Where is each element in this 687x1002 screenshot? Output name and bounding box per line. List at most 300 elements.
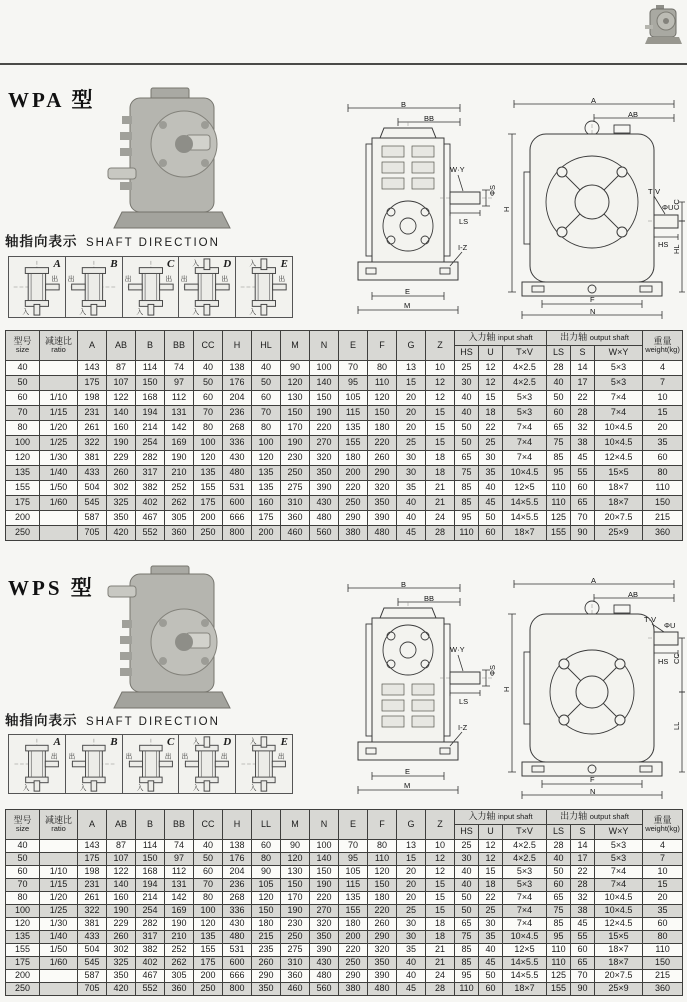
table-cell: 105 [252,879,281,892]
table-cell: 320 [310,451,339,466]
table-cell: 336 [223,436,252,451]
table-cell: 60 [479,983,503,996]
table-cell: 231 [78,879,107,892]
table-cell: 25 [455,361,479,376]
table-cell: 85 [455,481,479,496]
table-cell: 4 [643,361,683,376]
table-cell: 110 [455,526,479,541]
table-cell [40,840,78,853]
table-cell: 25 [455,840,479,853]
table-cell: 142 [165,892,194,905]
table-row [6,451,683,466]
table-cell: 40 [397,496,426,511]
table-cell: 198 [78,391,107,406]
table-cell: 402 [136,957,165,970]
table-cell: 135 [339,421,368,436]
table-cell: 80 [368,361,397,376]
table-cell: 180 [339,451,368,466]
table-cell: 70 [6,879,40,892]
table-cell: 50 [479,970,503,983]
header-output-shaft: 出力轴 output shaft [547,810,643,825]
shaft-direction-cn: 轴指向表示 [5,234,78,249]
table-cell: 282 [136,918,165,931]
variant-letter: D [223,258,232,270]
table-cell: 10 [643,866,683,879]
table-cell: 260 [107,466,136,481]
shaft-direction-en: SHAFT DIRECTION [85,716,220,728]
table-cell: 60 [194,391,223,406]
table-cell: 45 [571,918,595,931]
table-cell: 28 [571,879,595,892]
table-cell: 600 [223,496,252,511]
table-cell: 175 [78,853,107,866]
table-cell: 120 [252,451,281,466]
table-cell: 74 [165,840,194,853]
svg-text:出: 出 [181,276,188,284]
table-cell: 80 [643,931,683,944]
table-cell: 194 [136,879,165,892]
table-cell: 587 [78,970,107,983]
svg-text:ΦU: ΦU [664,621,676,630]
header-ratio: 减速比 ratio [40,810,78,840]
table-cell: 290 [252,970,281,983]
table-cell: 800 [223,526,252,541]
table-cell: 250 [281,931,310,944]
table-cell: 1/60 [40,957,78,970]
table-cell: 7 [643,853,683,866]
table-cell: 460 [281,526,310,541]
table-cell: 420 [107,526,136,541]
table-cell: 60 [252,391,281,406]
header-input-sub: HS [455,825,479,840]
table-cell: 50 [455,436,479,451]
table-cell: 40 [397,957,426,970]
table-cell: 200 [6,511,40,526]
svg-text:出: 出 [50,753,58,761]
table-cell: 12×5 [503,944,547,957]
table-cell: 390 [368,511,397,526]
header-dim: F [368,331,397,361]
table-cell: 168 [136,866,165,879]
table-cell: 1/50 [40,481,78,496]
table-cell: 25 [479,436,503,451]
table-cell: 50 [252,376,281,391]
table-cell: 5×3 [595,376,643,391]
table-row [6,481,683,496]
table-cell: 65 [571,957,595,970]
table-cell: 155 [6,944,40,957]
variant-letter: C [167,258,175,270]
svg-text:B: B [401,580,407,589]
table-cell: 1/60 [40,496,78,511]
svg-text:M: M [404,301,411,310]
table-cell: 220 [368,436,397,451]
table-cell: 140 [310,853,339,866]
table-cell: 310 [281,957,310,970]
variant-letter: E [280,258,288,270]
table-cell: 381 [78,918,107,931]
table-cell: 20 [643,892,683,905]
wpa-dimension-table [5,330,683,541]
table-cell: 138 [223,840,252,853]
table-row [6,526,683,541]
table-cell: 18 [479,406,503,421]
header-dim: H [223,810,252,840]
table-cell: 10 [426,840,455,853]
wps-side-view-drawing [340,580,498,798]
table-cell: 120 [368,391,397,406]
table-cell: 262 [165,957,194,970]
table-cell: 12 [426,376,455,391]
table-cell: 142 [165,421,194,436]
svg-text:LL: LL [672,721,681,730]
table-cell: 135 [339,892,368,905]
table-cell: 21 [426,481,455,496]
table-cell: 5×3 [595,840,643,853]
table-cell: 5×3 [503,866,547,879]
header-weight: 重量 weight(kg) [643,810,683,840]
table-cell: 30 [397,931,426,944]
table-cell: 360 [165,526,194,541]
table-cell: 100 [194,436,223,451]
svg-text:ΦS: ΦS [488,185,497,196]
header-ratio: 减速比 ratio [40,331,78,361]
table-cell: 28 [426,526,455,541]
svg-text:M: M [404,781,411,790]
header-output-sub: S [571,346,595,361]
table-cell: 12 [479,853,503,866]
table-cell: 122 [107,866,136,879]
table-cell: 350 [107,511,136,526]
table-cell: 194 [136,406,165,421]
table-cell: 12 [479,376,503,391]
table-cell: 260 [368,918,397,931]
table-cell: 70 [339,361,368,376]
header-output-sub: W×Y [595,346,643,361]
table-cell: 70 [571,970,595,983]
table-cell: 24 [426,511,455,526]
table-cell: 360 [281,511,310,526]
table-cell: 170 [281,892,310,905]
table-cell: 150 [252,905,281,918]
table-cell: 140 [107,406,136,421]
table-cell: 229 [107,451,136,466]
variant-letter: D [223,736,232,748]
table-cell: 150 [643,957,683,970]
header-dim: AB [107,810,136,840]
table-cell: 320 [368,481,397,496]
table-cell: 18×7 [503,526,547,541]
table-cell: 1/20 [40,421,78,436]
table-row [6,436,683,451]
table-cell [40,361,78,376]
table-cell: 20 [397,866,426,879]
table-cell: 97 [165,376,194,391]
table-cell: 666 [223,970,252,983]
svg-text:入: 入 [22,785,30,793]
table-cell: 200 [339,931,368,944]
svg-text:入: 入 [192,309,200,317]
table-row [6,376,683,391]
table-cell: 430 [310,957,339,970]
table-cell: 12 [479,840,503,853]
table-cell: 125 [547,970,571,983]
header-output-sub: LS [547,825,571,840]
table-cell: 138 [223,361,252,376]
table-cell: 110 [455,983,479,996]
header-dim: M [281,810,310,840]
table-cell: 50 [6,376,40,391]
table-cell: 1/50 [40,944,78,957]
table-cell: 262 [165,496,194,511]
table-cell: 170 [281,421,310,436]
table-cell: 360 [281,970,310,983]
shaft-direction-variant-a [9,735,66,793]
table-cell: 18 [426,451,455,466]
header-dim: N [310,331,339,361]
table-cell: 250 [6,526,40,541]
table-cell: 200 [194,970,223,983]
table-cell: 260 [107,931,136,944]
table-cell: 220 [310,421,339,436]
header-dim: A [78,331,107,361]
table-cell: 430 [310,496,339,511]
table-cell [40,511,78,526]
header-input-sub: U [479,346,503,361]
table-cell: 14×5.5 [503,957,547,970]
svg-text:出: 出 [221,276,229,284]
table-cell: 45 [479,957,503,970]
table-cell: 110 [547,944,571,957]
svg-text:入: 入 [250,738,257,746]
table-cell: 40 [6,840,40,853]
shaft-direction-variant-b [66,257,123,317]
header-dim: A [78,810,107,840]
table-cell: 45 [571,451,595,466]
table-cell: 310 [281,496,310,511]
svg-text:出: 出 [51,276,59,284]
table-cell: 30 [479,451,503,466]
table-cell: 190 [310,879,339,892]
table-row [6,931,683,944]
table-cell: 70 [339,840,368,853]
table-cell: 70 [571,511,595,526]
table-cell: 10×4.5 [595,892,643,905]
table-cell: 12×4.5 [595,451,643,466]
header-dim: M [281,331,310,361]
table-cell: 250 [281,466,310,481]
table-cell: 1/20 [40,892,78,905]
header-input-sub: U [479,825,503,840]
table-cell: 1/10 [40,391,78,406]
wps-product-photo [106,560,238,722]
header-dim: AB [107,331,136,361]
table-cell: 60 [643,918,683,931]
table-cell: 143 [78,840,107,853]
table-cell: 350 [368,496,397,511]
table-cell: 168 [136,391,165,406]
shaft-direction-variant-d [179,257,236,317]
header-dim: CC [194,331,223,361]
table-cell: 90 [281,361,310,376]
table-row [6,957,683,970]
table-cell: 135 [194,931,223,944]
table-cell: 21 [426,496,455,511]
table-cell: 190 [310,406,339,421]
table-cell: 12 [426,391,455,406]
table-cell: 190 [107,905,136,918]
table-cell: 143 [78,361,107,376]
svg-text:A: A [591,96,597,105]
svg-text:出: 出 [125,753,132,761]
table-cell: 114 [136,361,165,376]
table-cell: 60 [194,866,223,879]
svg-text:E: E [405,287,411,296]
shaft-direction-icon: 出出入入 [124,260,172,317]
table-cell: 97 [165,853,194,866]
table-cell: 135 [6,931,40,944]
table-cell: 175 [78,376,107,391]
table-cell: 15 [643,406,683,421]
table-cell: 4×2.5 [503,853,547,866]
table-cell: 322 [78,436,107,451]
table-cell: 30 [397,918,426,931]
header-dim: Z [426,331,455,361]
svg-text:入: 入 [250,785,257,793]
table-cell: 360 [165,983,194,996]
table-cell: 268 [223,892,252,905]
table-cell: 275 [281,944,310,957]
svg-text:ΦU: ΦU [662,203,674,212]
table-cell: 5×3 [503,406,547,421]
table-cell: 150 [310,866,339,879]
table-cell: 254 [136,436,165,451]
table-cell: 5×3 [595,361,643,376]
table-cell: 22 [571,866,595,879]
wpa-front-view-drawing [502,96,686,320]
table-cell: 50 [479,511,503,526]
table-cell: 50 [194,853,223,866]
shaft-direction-variant-c [123,257,180,317]
header-dim: B [136,810,165,840]
svg-text:W·Y: W·Y [450,165,465,174]
table-cell: 35 [479,931,503,944]
table-cell: 50 [6,853,40,866]
table-cell: 5×3 [503,879,547,892]
svg-text:HL: HL [672,244,681,254]
table-cell: 130 [281,866,310,879]
table-cell: 381 [78,451,107,466]
table-cell: 20×7.5 [595,511,643,526]
table-cell: 50 [455,421,479,436]
table-cell: 18×7 [503,983,547,996]
table-cell: 40 [479,944,503,957]
svg-text:ΦS: ΦS [488,665,497,676]
table-cell: 85 [455,957,479,970]
table-cell: 40 [547,376,571,391]
table-cell [40,970,78,983]
table-cell [40,853,78,866]
table-cell: 75 [455,466,479,481]
table-cell: 20 [397,406,426,421]
table-cell: 15 [397,853,426,866]
table-cell [40,983,78,996]
svg-text:出: 出 [221,753,228,761]
table-cell: 45 [397,983,426,996]
shaft-direction-variant-a [9,257,66,317]
header-dim: H [223,331,252,361]
table-cell: 210 [165,931,194,944]
table-cell: 10 [643,391,683,406]
table-cell: 87 [107,840,136,853]
table-cell: 322 [78,905,107,918]
header-dim: HL [252,331,281,361]
svg-text:出: 出 [67,276,75,284]
top-rule [0,63,687,65]
table-cell: 7×4 [595,879,643,892]
table-cell: 100 [310,361,339,376]
wps-shaft-direction-label [5,709,220,730]
table-cell: 290 [339,511,368,526]
table-cell: 190 [107,436,136,451]
table-cell: 50 [547,866,571,879]
table-cell [40,376,78,391]
svg-text:A: A [591,576,597,585]
table-cell: 1/25 [40,905,78,918]
table-cell: 220 [339,944,368,957]
table-cell: 75 [547,905,571,918]
table-cell: 18 [426,918,455,931]
table-cell: 402 [136,496,165,511]
table-cell: 504 [78,481,107,496]
table-cell: 160 [107,421,136,436]
table-cell: 35 [479,466,503,481]
table-cell: 17 [571,853,595,866]
header-size: 型号 size [6,810,40,840]
svg-text:出: 出 [165,276,172,284]
table-cell: 32 [571,421,595,436]
table-cell: 60 [547,406,571,421]
table-cell [40,526,78,541]
table-cell: 1/40 [40,931,78,944]
table-cell: 35 [643,436,683,451]
table-cell: 4×2.5 [503,840,547,853]
table-cell: 180 [368,892,397,905]
table-cell: 480 [310,511,339,526]
shaft-direction-en: SHAFT DIRECTION [85,237,220,249]
svg-text:HS: HS [658,657,669,666]
table-cell: 50 [547,391,571,406]
table-cell: 30 [455,376,479,391]
table-cell: 18 [426,466,455,481]
table-cell: 350 [107,970,136,983]
svg-text:I-Z: I-Z [458,243,468,252]
table-cell: 15 [479,391,503,406]
table-cell: 60 [479,526,503,541]
table-cell: 5×3 [595,853,643,866]
table-cell: 21 [426,957,455,970]
table-cell: 1/30 [40,918,78,931]
table-cell: 135 [194,466,223,481]
table-cell: 230 [281,451,310,466]
table-cell: 480 [368,983,397,996]
table-row [6,361,683,376]
table-cell: 282 [136,451,165,466]
table-cell: 382 [136,481,165,496]
table-cell: 190 [165,918,194,931]
table-cell: 20×7.5 [595,970,643,983]
table-row [6,496,683,511]
